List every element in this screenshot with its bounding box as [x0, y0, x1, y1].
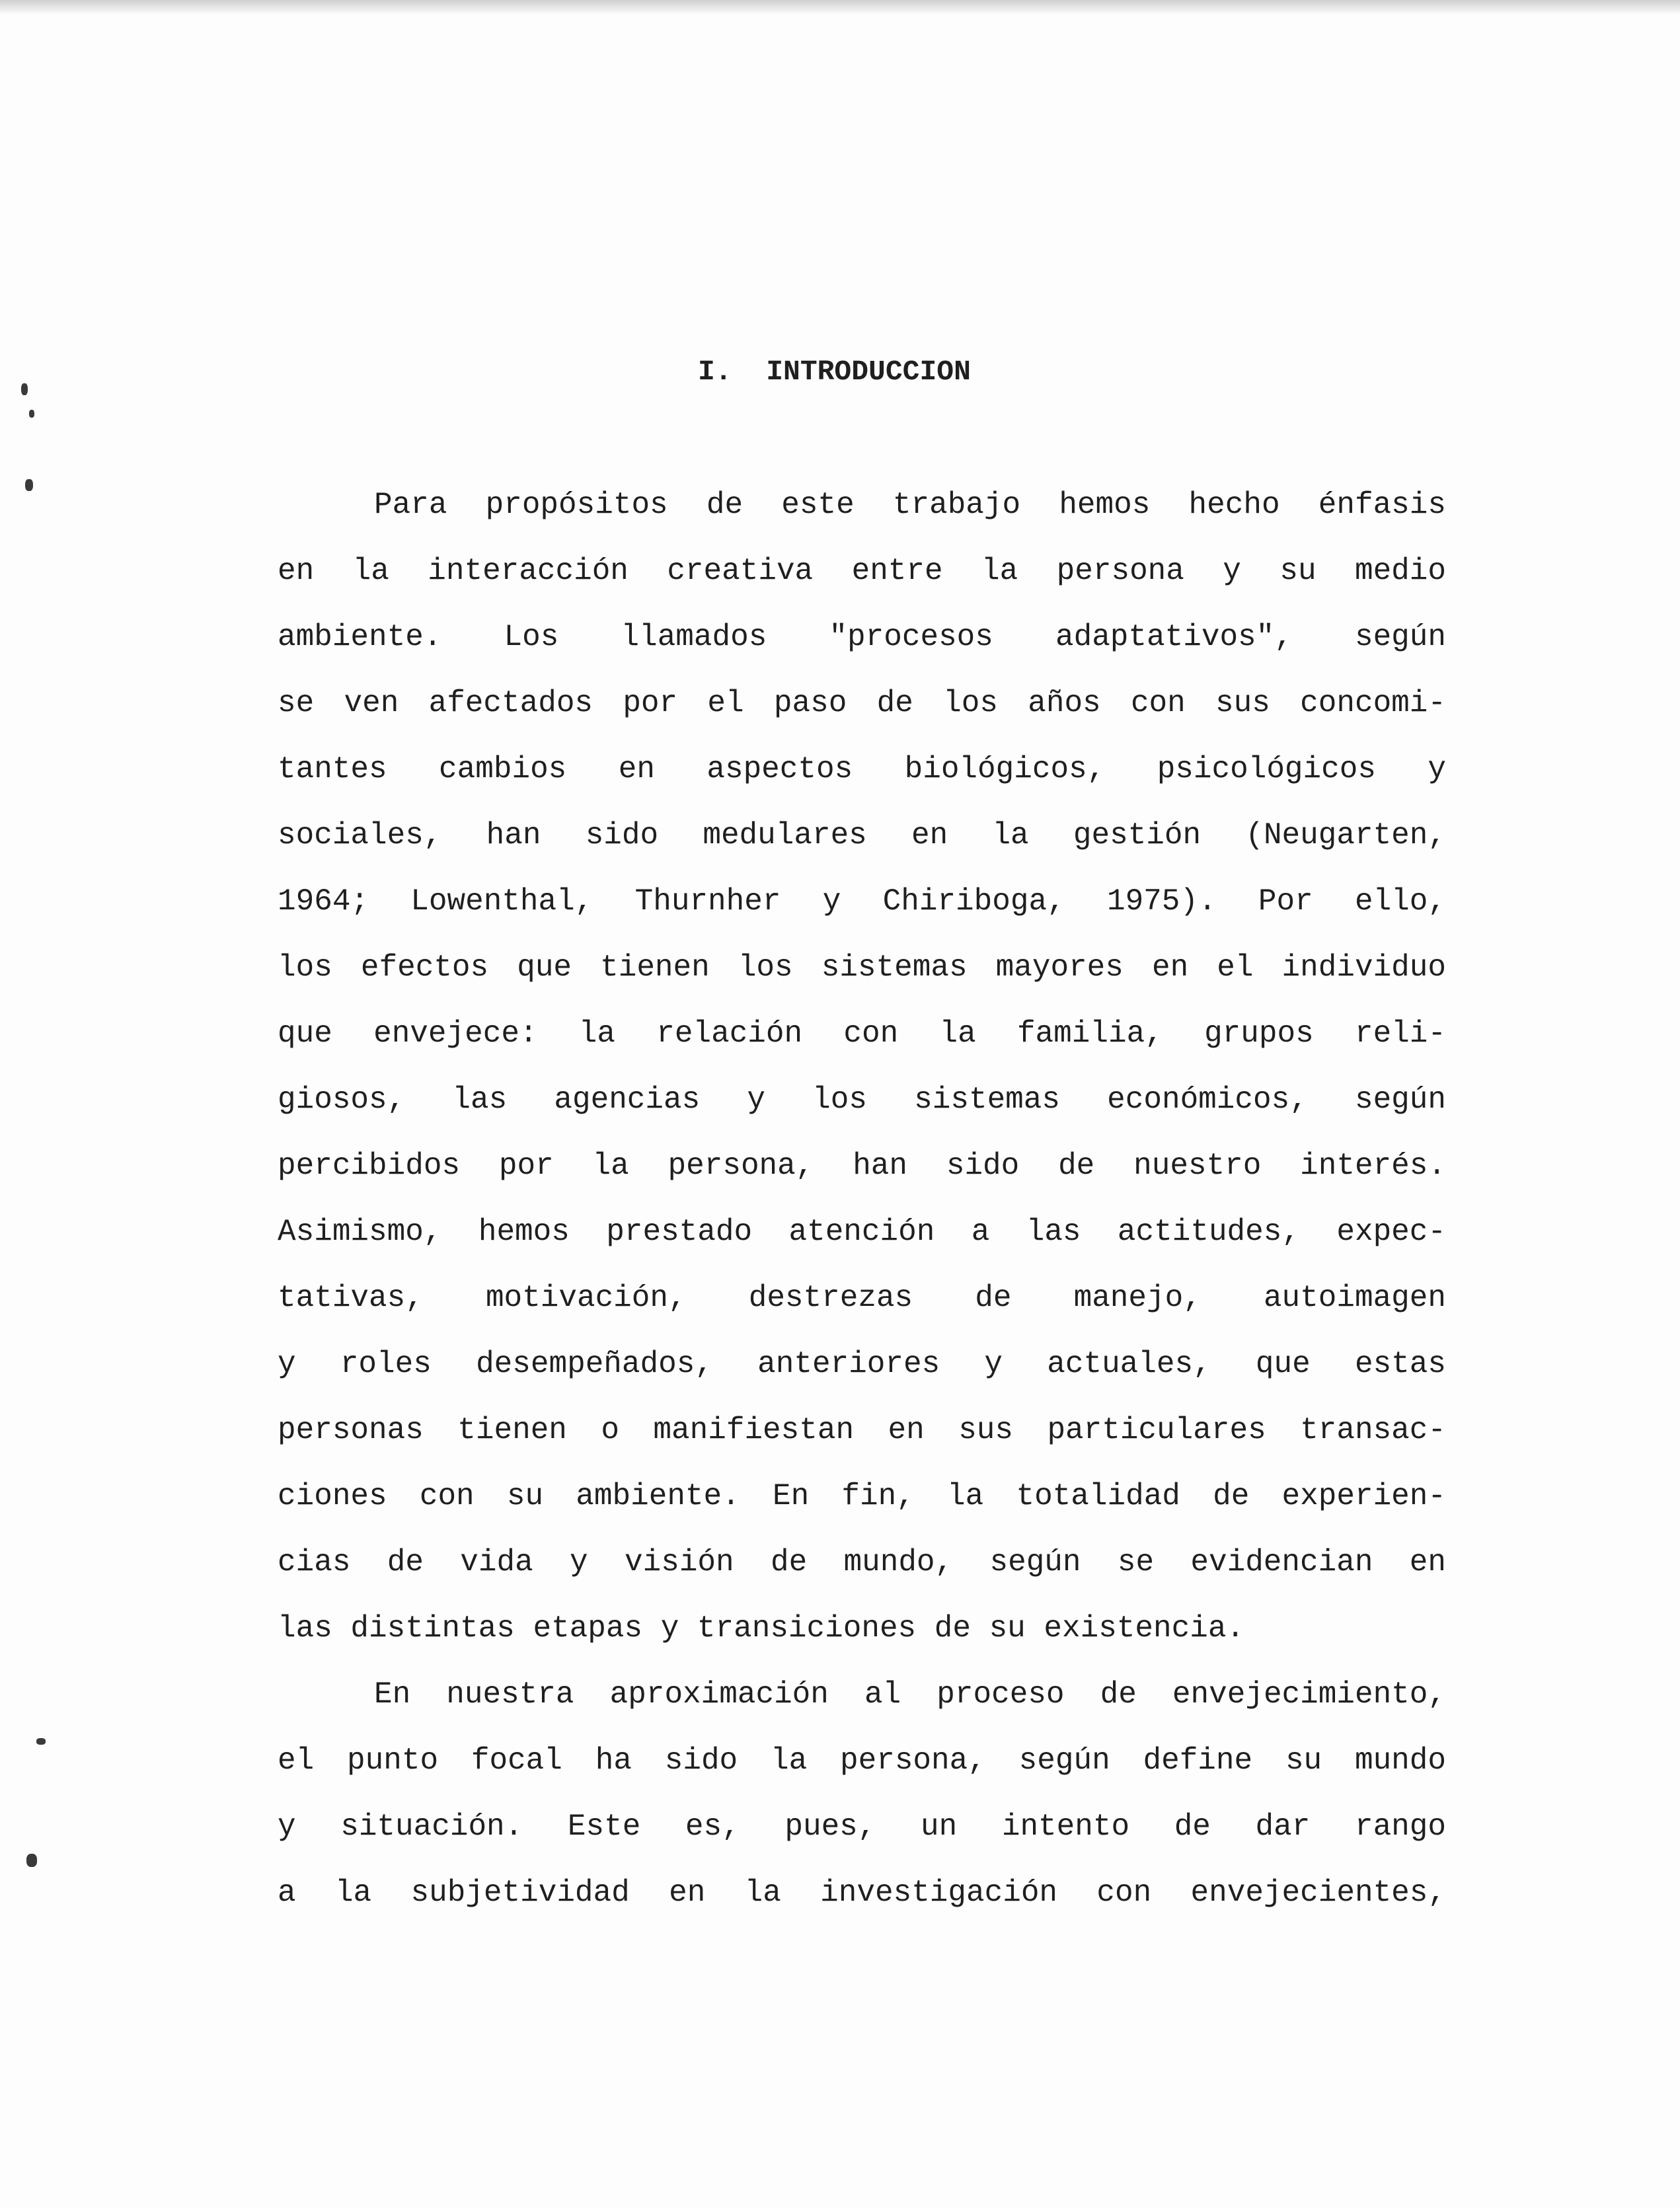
- paragraph-1-line-7: 1964; Lowenthal, Thurnher y Chiriboga, 1975). Por ello,: [278, 884, 1446, 919]
- paragraph-1-line-18: las distintas etapas y transiciones de su existencia.: [278, 1611, 1245, 1646]
- paragraph-2-line-1: En nuestra aproximación al proceso de envejecimiento,: [374, 1677, 1446, 1712]
- paragraph-1-line-9: que envejece: la relación con la familia, grupos reli-: [278, 1016, 1446, 1051]
- paragraph-1-line-5: tantes cambios en aspectos biológicos, psicológicos y: [278, 752, 1446, 786]
- scan-speck: [21, 383, 28, 395]
- paragraph-1-line-4: se ven afectados por el paso de los años con sus concomi-: [278, 686, 1446, 720]
- section-heading: I. INTRODUCCION: [698, 356, 971, 388]
- scan-speck: [29, 410, 34, 418]
- paragraph-2-line-3: y situación. Este es, pues, un intento de dar rango: [278, 1809, 1446, 1844]
- scan-top-edge: [0, 0, 1680, 15]
- paragraph-2-line-4: a la subjetividad en la investigación con envejecientes,: [278, 1876, 1446, 1910]
- paragraph-1-line-10: giosos, las agencias y los sistemas económicos, según: [278, 1083, 1446, 1117]
- paragraph-1-line-8: los efectos que tienen los sistemas mayores en el individuo: [278, 950, 1446, 985]
- paragraph-1-line-12: Asimismo, hemos prestado atención a las actitudes, expec-: [278, 1215, 1446, 1249]
- paragraph-1-line-2: en la interacción creativa entre la persona y su medio: [278, 554, 1446, 588]
- paragraph-1-line-3: ambiente. Los llamados "procesos adaptativos", según: [278, 620, 1446, 654]
- paragraph-1-line-13: tativas, motivación, destrezas de manejo, autoimagen: [278, 1281, 1446, 1315]
- paragraph-1-line-1: Para propósitos de este trabajo hemos hecho énfasis: [374, 488, 1446, 522]
- scan-speck: [36, 1738, 46, 1745]
- paragraph-1-line-16: ciones con su ambiente. En fin, la totalidad de experien-: [278, 1479, 1446, 1513]
- paragraph-1-line-14: y roles desempeñados, anteriores y actuales, que estas: [278, 1347, 1446, 1381]
- scan-speck: [26, 1854, 37, 1867]
- paragraph-2-line-2: el punto focal ha sido la persona, según define su mundo: [278, 1743, 1446, 1778]
- scan-speck: [25, 479, 33, 491]
- margin-scan-marks: [7, 357, 53, 1943]
- paragraph-1-line-15: personas tienen o manifiestan en sus particulares transac-: [278, 1413, 1446, 1447]
- paragraph-1-line-17: cias de vida y visión de mundo, según se evidencian en: [278, 1545, 1446, 1580]
- paragraph-1-line-11: percibidos por la persona, han sido de nuestro interés.: [278, 1149, 1446, 1183]
- paragraph-1-line-6: sociales, han sido medulares en la gestión (Neugarten,: [278, 818, 1446, 853]
